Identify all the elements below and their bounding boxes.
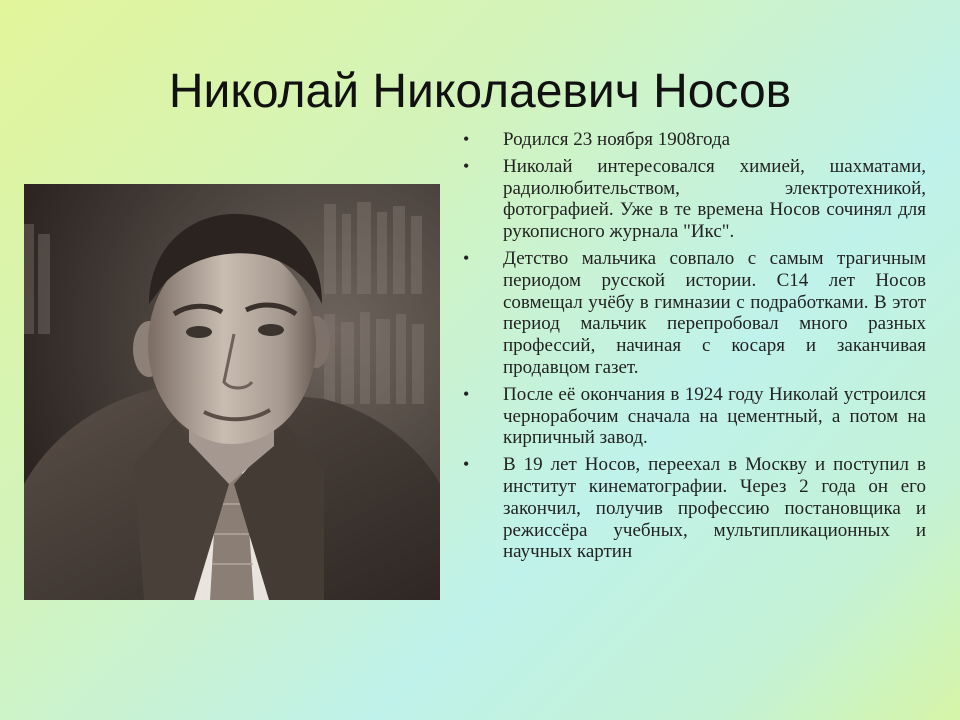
- bullet-work: [462, 384, 926, 449]
- bullet-point-icon: •: [463, 129, 470, 149]
- author-portrait-photo: [24, 184, 440, 600]
- slide-title: Николай Николаевич Носов: [168, 65, 792, 118]
- bullet-point-icon: •: [463, 454, 470, 475]
- bullet-text: Детство мальчика совпало с самым трагичным периодом русской истории. С14 лет Носов совмещал учёбу в гимназии с подработками. В этот период мальчик перепробовал много разных профессий, начиная с косаря и заканчивая продавцом газет.: [503, 247, 926, 378]
- bullet-text: Родился 23 ноября 1908года: [503, 129, 731, 150]
- bullet-interests: [462, 156, 926, 243]
- bullet-moscow: [462, 454, 926, 563]
- bullet-text: После её окончания в 1924 году Николай устроился чернорабочим сначала на цементный, а потом на кирпичный завод.: [503, 383, 926, 449]
- bullet-text: Николай интересовался химией, шахматами, радиолюбительством, электротехникой, фотографией. Уже в те времена Носов сочинял для рукописного журнала "Икс".: [503, 155, 926, 243]
- bullet-point-icon: •: [463, 155, 470, 176]
- biography-bullet-list: [462, 129, 926, 568]
- bullet-point-icon: •: [463, 247, 470, 268]
- bullet-birth: [462, 129, 926, 151]
- bullet-point-icon: •: [463, 383, 470, 404]
- bullet-childhood: [462, 248, 926, 379]
- bullet-text: В 19 лет Носов, переехал в Москву и поступил в институт кинематографии. Через 2 года он его закончил, получив профессию постановщика и режиссёра учебных, мультипликационных и научных картин: [503, 454, 926, 563]
